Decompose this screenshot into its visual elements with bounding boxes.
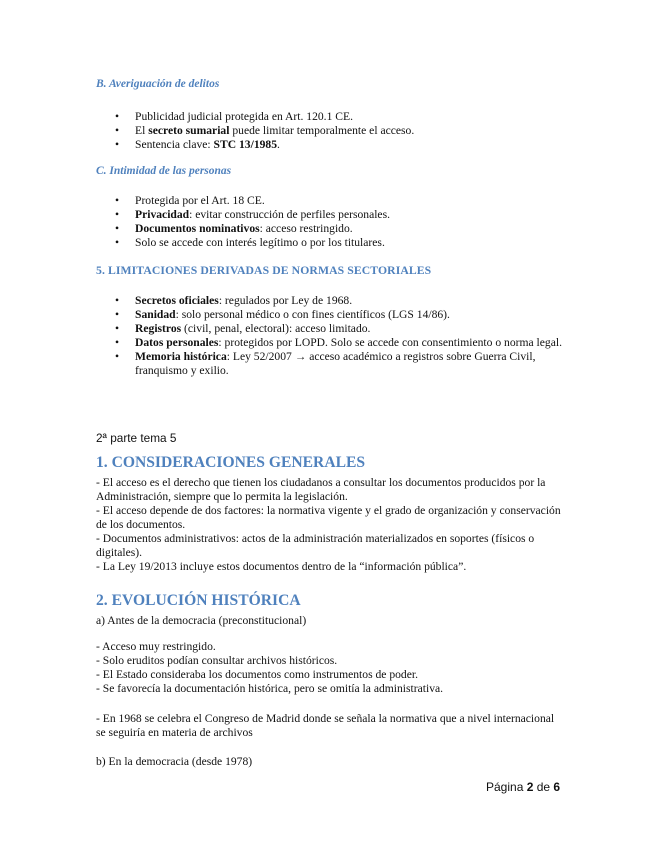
list-item [96, 124, 566, 138]
item-text: . [277, 138, 280, 151]
bullet-icon: • [115, 194, 120, 207]
heading-consideraciones-generales: 1. CONSIDERACIONES GENERALES [96, 454, 366, 471]
footer-middle: de [533, 780, 554, 794]
list-item [96, 350, 566, 378]
list-item [96, 336, 566, 350]
heading-evolucion-historica: 2. EVOLUCIÓN HISTÓRICA [96, 592, 301, 609]
bullet-icon: • [115, 208, 120, 221]
item-text: Solo se accede con interés legítimo o por los titulares. [135, 236, 385, 249]
bullet-icon: • [115, 124, 120, 137]
item-text: : regulados por Ley de 1968. [218, 294, 353, 307]
list-item [96, 294, 566, 308]
bullet-icon: • [115, 294, 120, 307]
item-bold: STC 13/1985 [213, 138, 278, 151]
item-bold: Datos personales [135, 336, 219, 349]
total-page-count: 6 [553, 780, 561, 794]
list-item [96, 194, 566, 208]
item-bold: Registros [135, 322, 182, 335]
heading-averiguacion-delitos: B. Averiguación de delitos [96, 78, 220, 90]
item-text: : Ley 52/2007 → acceso académico a registros sobre Guerra Civil, franquismo y exilio. [135, 350, 536, 377]
paragraph-line: - Documentos administrativos: actos de la administración materializados en soportes (físicos o digitales). [96, 532, 535, 559]
item-bold: secreto sumarial [148, 124, 230, 137]
list-item [96, 110, 566, 124]
item-text: : acceso restringido. [259, 222, 353, 235]
bullet-icon: • [115, 322, 120, 335]
heading-limitaciones-sectoriales: 5. LIMITACIONES DERIVADAS DE NORMAS SECTORIALES [96, 264, 432, 277]
item-text: Protegida por el Art. 18 CE. [135, 194, 265, 207]
list-item [96, 138, 566, 152]
subheading-en-democracia: b) En la democracia (desde 1978) [96, 755, 253, 768]
item-bold: Privacidad [135, 208, 190, 221]
list-intimidad [96, 194, 566, 250]
paragraph-line: - La Ley 19/2013 incluye estos documentos dentro de la “información pública”. [96, 560, 467, 573]
list-item [96, 208, 566, 222]
list-item [96, 236, 566, 250]
item-text: Publicidad judicial protegida en Art. 120.1 CE. [135, 110, 353, 123]
paragraph-line: - Se favorecía la documentación histórica, pero se omitía la administrativa. [96, 682, 444, 695]
item-text: Sentencia clave: [135, 138, 214, 151]
item-bold: Memoria histórica [135, 350, 227, 363]
item-text: (civil, penal, electoral): acceso limitado. [181, 322, 371, 335]
paragraph-line: - El acceso depende de dos factores: la normativa vigente y el grado de organización y conservación de los documentos. [96, 504, 561, 531]
consideraciones-body [96, 476, 562, 574]
page-footer [486, 780, 560, 794]
bullet-icon: • [115, 222, 120, 235]
bullet-icon: • [115, 350, 120, 363]
paragraph-line: - El acceso es el derecho que tienen los ciudadanos a consultar los documentos producidos por la Administración, siempre que lo permita la legislación. [96, 476, 546, 503]
bullet-icon: • [115, 138, 120, 151]
bullet-icon: • [115, 110, 120, 123]
part-label: 2ª parte tema 5 [96, 431, 177, 445]
item-bold: Sanidad [135, 308, 176, 321]
current-page-number: 2 [526, 780, 534, 794]
item-bold: Documentos nominativos [135, 222, 260, 235]
heading-intimidad-personas: C. Intimidad de las personas [96, 165, 232, 177]
antes-democracia-body [96, 640, 562, 696]
list-limitaciones [96, 294, 566, 378]
list-item [96, 308, 566, 322]
item-text: : evitar construcción de perfiles personales. [189, 208, 390, 221]
list-averiguacion [96, 110, 566, 152]
footer-prefix: Página [486, 780, 527, 794]
paragraph-line: - Solo eruditos podían consultar archivos históricos. [96, 654, 338, 667]
item-text: : protegidos por LOPD. Solo se accede con consentimiento o norma legal. [218, 336, 562, 349]
list-item [96, 322, 566, 336]
congreso-madrid-note: - En 1968 se celebra el Congreso de Madrid donde se señala la normativa que a nivel internacional se seguiría en materia de archivos [96, 712, 555, 739]
bullet-icon: • [115, 336, 120, 349]
bullet-icon: • [115, 236, 120, 249]
bullet-icon: • [115, 308, 120, 321]
paragraph-line: - Acceso muy restringido. [96, 640, 216, 653]
subheading-antes-democracia: a) Antes de la democracia (preconstitucional) [96, 614, 307, 627]
item-text: El [135, 124, 149, 137]
item-text: puede limitar temporalmente el acceso. [229, 124, 415, 137]
list-item [96, 222, 566, 236]
item-text: : solo personal médico o con fines científicos (LGS 14/86). [175, 308, 450, 321]
item-bold: Secretos oficiales [135, 294, 219, 307]
paragraph-line: - El Estado consideraba los documentos como instrumentos de poder. [96, 668, 418, 681]
